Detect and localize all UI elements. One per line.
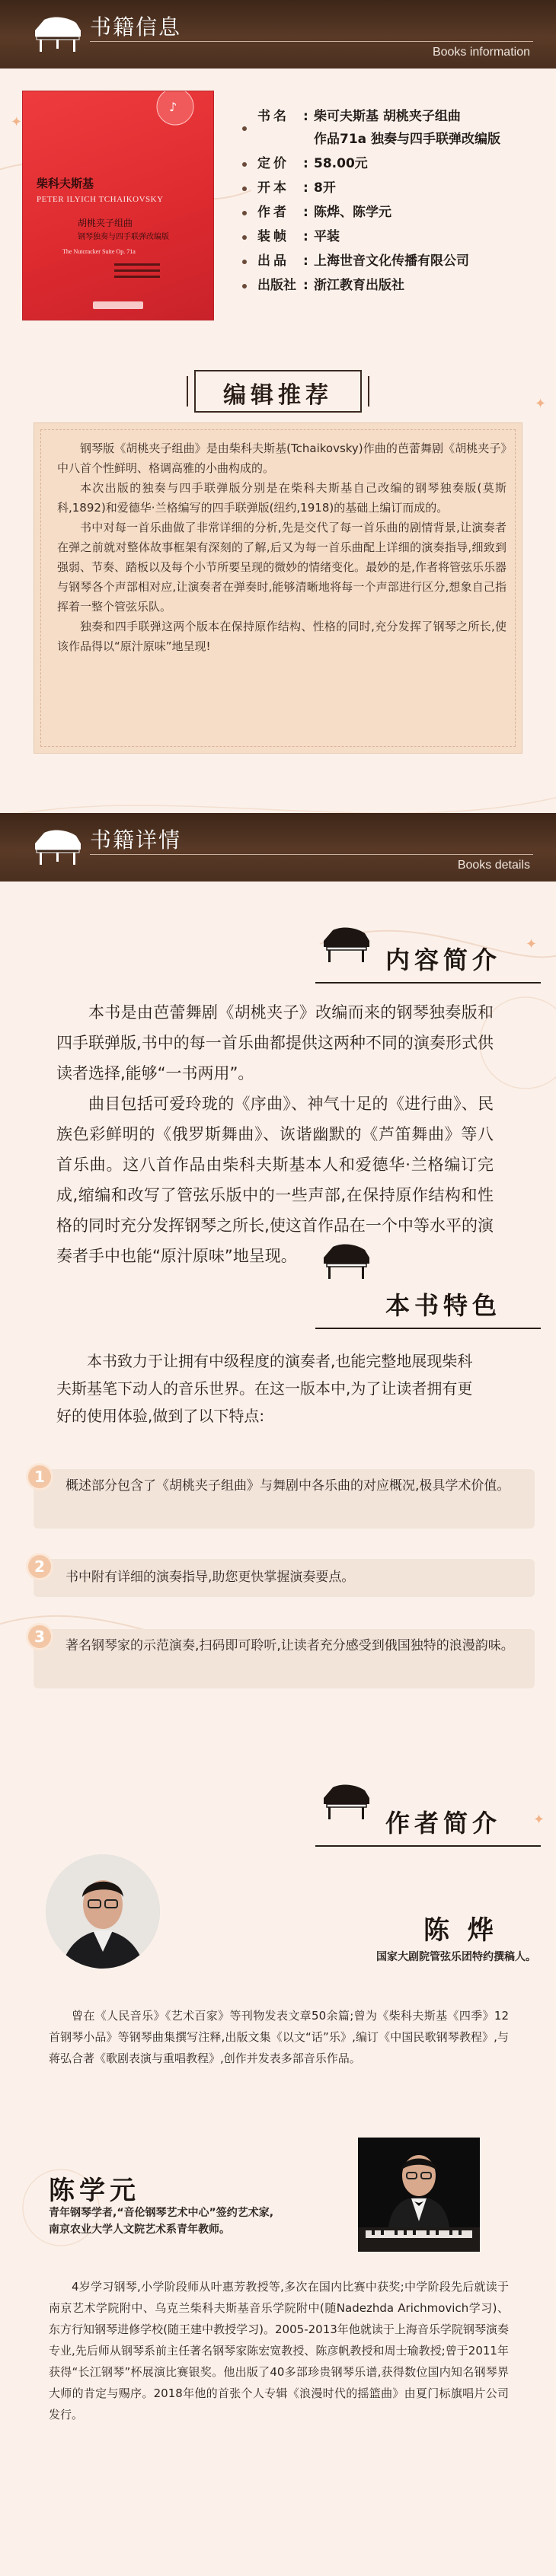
feature-number: 1 [26,1463,53,1490]
info-label: 装帧 [257,229,289,244]
sparkle-icon: ✦ [11,114,23,130]
grand-piano-icon [315,921,376,967]
cover-publisher-logo [93,301,143,309]
book-info-list [242,105,539,298]
sparkle-icon: ✦ [526,936,538,952]
author-photo-chen-xueyuan [358,2138,480,2252]
feature-text: 著名钢琴家的示范演奏,扫码即可聆听,让读者充分感受到俄国独特的浪漫韵味。 [66,1638,514,1653]
recommend-paragraph: 书中对每一首乐曲做了非常详细的分析,先是交代了每一首乐曲的剧情背景,让演奏者在弹之前就对整体故事框架有深刻的了解,后又为每一首乐曲配上详细的演奏指导,细致到强弱、节奏、踏板以及每个小节所要呈现的微妙的情绪变化。最妙的是,作者将管弦乐乐器与钢琴各个声部相对应,让演奏者在弹奏时,能够清晰地将每一个声部进行区分,想象自己指挥着一整个管弦乐队。 [57,521,506,614]
author-title-1: 青年钢琴学者,“音伦钢琴艺术中心”签约艺术家, [49,2207,274,2219]
content-intro-text [56,997,494,1271]
feature-number: 2 [26,1553,53,1580]
info-colon: : [303,229,308,244]
header-subtitle: Books information [432,46,530,59]
info-colon: : [303,278,308,293]
info-row [242,274,539,297]
bullet-icon [242,152,257,175]
info-label: 出版社 [257,278,296,293]
info-value [314,177,539,199]
authors-heading [385,1804,501,1839]
info-label: 作者 [257,205,289,220]
sparkle-icon: ✦ [533,1812,545,1828]
intro-paragraph: 曲目包括可爱玲珑的《序曲》、神气十足的《进行曲》、民族色彩鲜明的《俄罗斯舞曲》、诙谐幽默的《芦笛舞曲》等八首乐曲。这八首作品由柴科夫斯基本人和爱德华·兰格编订完成,缩编和改写了管弦乐版中的一些声部,在保持原作结构和性格的同时充分发挥钢琴之所长,使这首作品在一个中等水平的演奏者手中也能“原汁原味”地呈现。 [56,1095,494,1265]
info-row [242,250,539,273]
grand-piano-icon [30,11,84,56]
info-value-line: 陈烨、陈学元 [314,205,391,220]
features-title: 本书特色 [385,1291,502,1320]
grand-piano-icon [30,824,84,869]
info-colon: : [303,205,308,220]
feature-item [17,1559,535,1597]
grand-piano-icon [315,1238,376,1283]
cover-author-lines [114,263,160,282]
info-label: 出品 [257,253,289,269]
features-heading [385,1286,501,1321]
info-value [314,274,539,297]
recommend-text [57,438,506,656]
cover-subtitle: 胡桃夹子组曲 [78,218,133,228]
cover-title: 柴科夫斯基 [37,177,94,190]
info-row [242,152,539,175]
cover-subtitle-en: The Nutcracker Suite Op. 71a [62,248,136,255]
info-colon: : [303,180,308,196]
info-value [314,201,539,224]
recommend-paragraph: 钢琴版《胡桃夹子组曲》是由柴科夫斯基(Tchaikovsky)作曲的芭蕾舞剧《胡桃夹子》中八首个性鲜明、格调高雅的小曲构成的。 [57,442,506,475]
header-rule [90,854,533,855]
recommend-paragraph: 本次出版的独奏与四手联弹版分别是在柴科夫斯基自己改编的钢琴独奏版(莫斯科,1892)和爱德华·兰格编写的四手联弹版(纽约,1918)的基础上编订而成的。 [57,481,506,515]
author-bio-text: 曾在《人民音乐》《艺术百家》等刊物发表文章50余篇;曾为《柴科夫斯基《四季》12首钢琴小品》等钢琴曲集撰写注释,出版文集《以文“话”乐》,编订《中国民歌钢琴教程》,与蒋弘合著《歌剧表演与重唱教程》,创作并发表多部音乐作品。 [49,2009,509,2065]
info-row [242,225,539,248]
bullet-icon [242,225,257,248]
heading-underline [315,1328,541,1329]
recommend-paragraph: 独奏和四手联弹这两个版本在保持原作结构、性格的同时,充分发挥了钢琴之所长,使该作品得以“原汁原味”地呈现! [57,620,506,653]
recommend-title: 编辑推荐 [223,382,333,409]
bullet-icon [242,201,257,224]
author-bio-text: 4岁学习钢琴,小学阶段师从叶惠芳教授等,多次在国内比赛中获奖;中学阶段先后就读于南京艺术学院附中、乌克兰柴科夫斯基音乐学院附中(随Nadezhda Arichmovich学习)、东方行知钢琴进修学校(随王建中教授学习)。2005-2013年他就读于上海音乐学院钢琴演奏专业,先后师从钢琴系前主任著名钢琴家陈宏宽教授、陈彦帆教授和周士瑜教授;曾于2011年获得“长江钢琴”杯展演比赛银奖。他出版了40多部珍贵钢琴乐谱,获得数位国内知名钢琴界大师的肯定与赐序。2018年他的首张个人专辑《浪漫时代的摇篮曲》由夏门标旗唱片公司发行。 [49,2280,509,2421]
grand-piano-icon [315,1778,376,1824]
info-row [242,105,539,151]
cover-subtitle-2: 钢琴独奏与四手联弹改编版 [78,233,169,241]
feature-item [17,1629,535,1688]
sparkle-icon: ✦ [535,396,547,412]
content-intro-heading [385,941,501,976]
info-value-line: 浙江教育出版社 [314,278,404,293]
books-information-header [0,0,556,69]
bullet-icon [242,274,257,297]
author-title: 国家大剧院管弦乐团特约撰稿人。 [376,1951,536,1963]
info-row [242,201,539,224]
header-title: 书籍详情 [90,827,182,853]
info-label: 书名 [257,109,289,124]
info-value-line: 上海世音文化传播有限公司 [314,253,469,269]
heading-underline [315,982,541,984]
author-bio [49,2276,509,2425]
header-rule [90,41,533,42]
header-title: 书籍信息 [90,14,182,40]
bullet-icon [242,105,257,151]
feature-item [17,1469,535,1529]
info-row [242,177,539,199]
info-label: 开本 [257,180,289,196]
cover-top-decoration [23,91,213,137]
recommend-title-frame [194,370,362,413]
features-intro [56,1347,483,1430]
bullet-icon [242,250,257,273]
info-value-line: 柴可夫斯基 胡桃夹子组曲 [314,109,461,124]
info-value-line: 作品71a 独奏与四手联弹改编版 [314,132,501,147]
author-title-2: 南京农业大学人文院艺术系青年教师。 [49,2224,230,2236]
info-value-line: 58.00元 [314,156,368,171]
author-bio [49,2005,509,2069]
books-details-header [0,813,556,882]
info-value-line: 8开 [314,180,336,196]
info-colon: : [303,253,308,269]
heading-underline [315,1845,541,1847]
recommend-box [34,422,522,754]
author-name: 陈学元 [49,2176,140,2206]
info-value [314,250,539,273]
info-value [314,225,539,248]
info-value [314,152,539,175]
cover-title-en: PETER ILYICH TCHAIKOVSKY [37,195,164,204]
features-intro-text: 本书致力于让拥有中级程度的演奏者,也能完整地展现柴科夫斯基笔下动人的音乐世界。在这一版本中,为了让读者拥有更好的使用体验,做到了以下特点: [56,1352,473,1425]
feature-text: 书中附有详细的演奏指导,助您更快掌握演奏要点。 [66,1570,355,1585]
info-value [314,105,539,151]
book-cover [23,91,213,320]
author-name: 陈 烨 [423,1915,498,1946]
book-info-block [23,91,533,320]
info-label: 定价 [257,156,289,171]
authors-title: 作者简介 [385,1809,502,1838]
bullet-icon [242,177,257,199]
svg-text:♪: ♪ [169,100,177,114]
intro-paragraph: 本书是由芭蕾舞剧《胡桃夹子》改编而来的钢琴独奏版和四手联弹版,书中的每一首乐曲都提供这两种不同的演奏形式供读者选择,能够“一书两用”。 [56,1003,494,1082]
header-subtitle: Books details [457,859,530,872]
content-intro-title: 内容简介 [385,945,502,974]
feature-text: 概述部分包含了《胡桃夹子组曲》与舞剧中各乐曲的对应概况,极具学术价值。 [66,1478,510,1494]
info-colon: : [303,156,308,171]
info-colon: : [303,109,308,124]
feature-number: 3 [26,1623,53,1650]
author-photo-chen-ye [46,1854,160,1969]
info-value-line: 平装 [314,229,340,244]
